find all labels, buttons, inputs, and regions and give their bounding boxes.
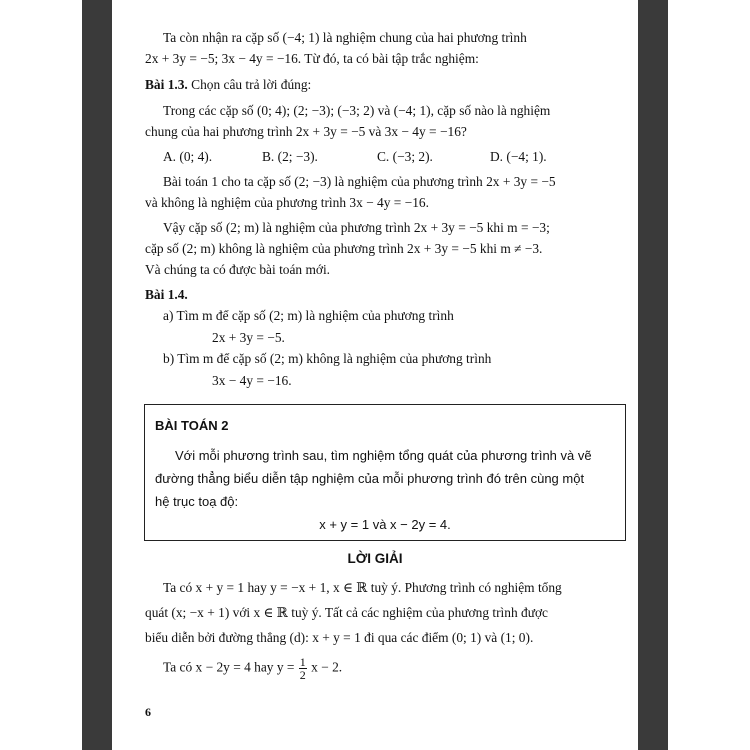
text-line: Trong các cặp số (0; 4); (2; −3); (−3; 2) và (−4; 1), cặp số nào là nghiệm <box>163 103 551 118</box>
option-d: D. (−4; 1). <box>490 149 547 164</box>
fraction-denominator: 2 <box>299 668 306 682</box>
text-line: quát (x; −x + 1) với x ∈ ℝ tuỳ ý. Tất cả các nghiệm của phương trình được <box>145 605 548 620</box>
book-page <box>112 0 638 750</box>
text-line: a) Tìm m để cặp số (2; m) là nghiệm của phương trình <box>163 308 454 323</box>
option-c: C. (−3; 2). <box>377 149 433 164</box>
text-line: Vậy cặp số (2; m) là nghiệm của phương trình 2x + 3y = −5 khi m = −3; <box>163 220 550 235</box>
solution-heading: LỜI GIẢI <box>347 551 403 566</box>
text-line: b) Tìm m để cặp số (2; m) không là nghiệm của phương trình <box>163 351 492 366</box>
fraction <box>299 656 307 681</box>
text-line: biểu diễn bởi đường thẳng (d): x + y = 1 đi qua các điểm (0; 1) và (1; 0). <box>145 630 534 645</box>
text-line: 2x + 3y = −5; 3x − 4y = −16. Từ đó, ta có bài tập trắc nghiệm: <box>145 51 479 66</box>
text-line: và không là nghiệm của phương trình 3x − 4y = −16. <box>145 195 429 210</box>
exercise-instruction: Chọn câu trả lời đúng: <box>191 77 312 92</box>
exercise-1-4-label: Bài 1.4. <box>145 287 188 302</box>
text-line: Ta còn nhận ra cặp số (−4; 1) là nghiệm chung của hai phương trình <box>163 30 527 45</box>
text-line: cặp số (2; m) không là nghiệm của phương trình 2x + 3y = −5 khi m ≠ −3. <box>145 241 543 256</box>
page-number: 6 <box>145 705 151 719</box>
box-text-line: đường thẳng biểu diễn tập nghiệm của mỗi phương trình đó trên cùng một <box>155 471 585 486</box>
equation-line: 3x − 4y = −16. <box>212 373 292 388</box>
text-line: Ta có x + y = 1 hay y = −x + 1, x ∈ ℝ tuỳ ý. Phương trình có nghiệm tổng <box>163 580 562 595</box>
text-line: Và chúng ta có được bài toán mới. <box>145 262 331 277</box>
box-text-line: hệ trục toạ độ: <box>155 494 239 509</box>
box-text-line: Với mỗi phương trình sau, tìm nghiệm tổng quát của phương trình và vẽ <box>175 448 592 463</box>
exercise-label: Bài 1.3. <box>145 77 188 92</box>
equation-line: 2x + 3y = −5. <box>212 330 285 345</box>
fraction-numerator: 1 <box>299 655 306 669</box>
option-a: A. (0; 4). <box>163 149 213 164</box>
equation-with-fraction <box>163 656 342 681</box>
exercise-1-3 <box>145 77 311 93</box>
book-binding-left <box>82 0 112 750</box>
equation-prefix: Ta có x − 2y = 4 hay y = <box>163 659 295 675</box>
box-title: BÀI TOÁN 2 <box>155 418 229 433</box>
text-line: chung của hai phương trình 2x + 3y = −5 và 3x − 4y = −16? <box>145 124 467 139</box>
problem-box <box>144 404 626 541</box>
equation-suffix: x − 2. <box>311 659 343 675</box>
text-line: Bài toán 1 cho ta cặp số (2; −3) là nghiệm của phương trình 2x + 3y = −5 <box>163 174 556 189</box>
option-b: B. (2; −3). <box>262 149 318 164</box>
book-binding-right <box>638 0 668 750</box>
box-equations: x + y = 1 và x − 2y = 4. <box>319 517 451 532</box>
